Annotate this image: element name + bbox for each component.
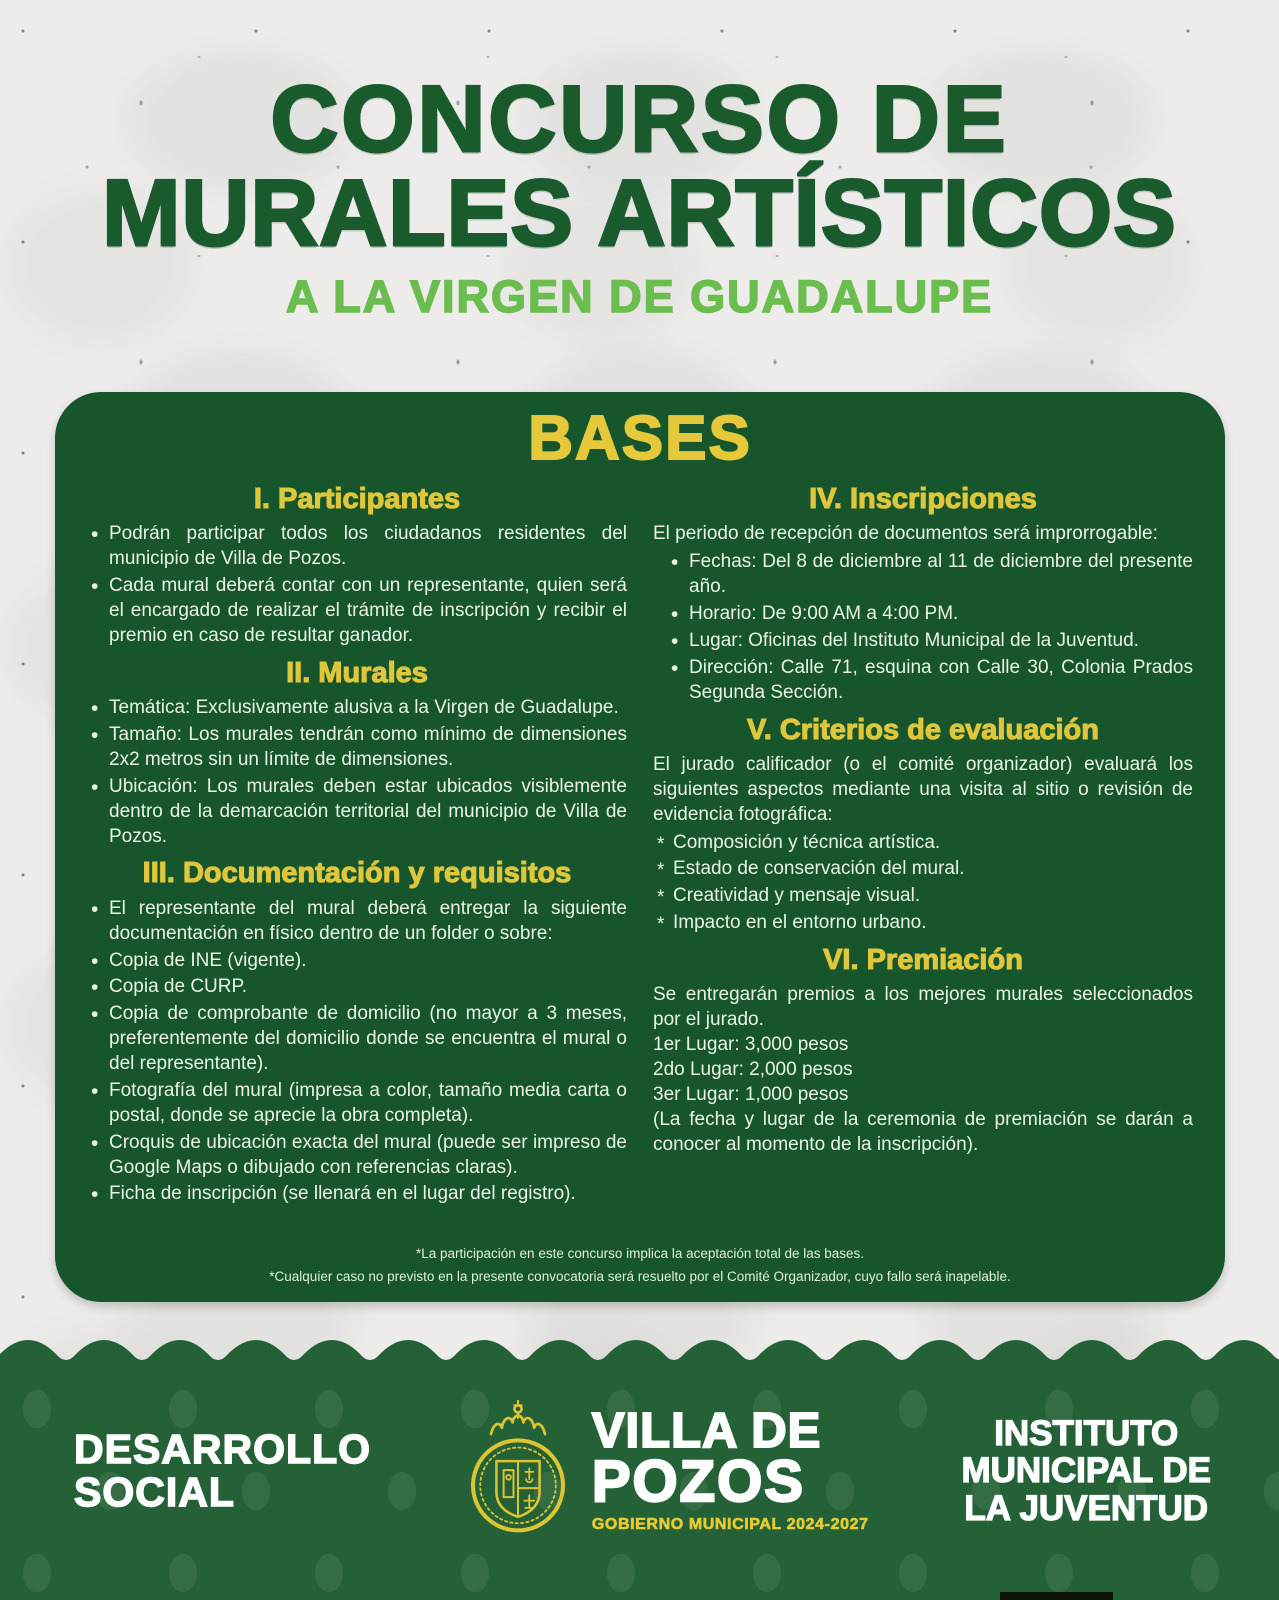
premiacion-line: (La fecha y lugar de la ceremonia de premiación se darán a conocer al momento de la inscripción). [653, 1108, 1193, 1155]
section-heading-participantes: I. Participantes [253, 483, 461, 516]
list-item: • Copia de CURP. [87, 975, 627, 1000]
bases-columns [79, 475, 1201, 1209]
footer-content [0, 1368, 1279, 1600]
villa-de-pozos-crest-icon [464, 1396, 572, 1546]
footnote: *La participación en este concurso implica la aceptación total de las bases. [415, 1246, 864, 1262]
section-heading-documentacion: III. Documentación y requisitos [142, 857, 572, 890]
left-column [87, 475, 627, 1209]
poster-title-line1: CONCURSO DE [270, 66, 1009, 171]
footer-right-line2: MUNICIPAL DE [961, 1451, 1211, 1491]
footer-left-line2: SOCIAL [74, 1469, 235, 1515]
list-item: * Composición y técnica artística. [653, 831, 1193, 856]
poster-title-line2: MURALES ARTÍSTICOS [102, 160, 1177, 265]
list-item: • Copia de INE (vigente). [87, 949, 627, 974]
footer-wave [0, 1338, 1279, 1368]
footer-right-line1: INSTITUTO [994, 1413, 1179, 1453]
list-item: • Dirección: Calle 71, esquina con Calle 30, Colonia Prados Segunda Sección. [667, 656, 1193, 706]
section-heading-premiacion: VI. Premiación [823, 944, 1023, 977]
footer-left-line1: DESARROLLO [74, 1425, 371, 1472]
list-item: • Tamaño: Los murales tendrán como mínimo de dimensiones 2x2 metros sin un límite de dimensiones. [87, 723, 627, 773]
list-item: • El representante del mural deberá entregar la siguiente documentación en físico dentro de un folder o sobre: [87, 897, 627, 947]
bottom-black-bar [1000, 1592, 1113, 1600]
documentacion-list [87, 897, 627, 1208]
premiacion-line: 1er Lugar: 3,000 pesos [653, 1034, 849, 1056]
premiacion-line: Se entregarán premios a los mejores murales seleccionados por el jurado. [653, 984, 1193, 1031]
footer-band [0, 1338, 1279, 1600]
premiacion-line: 2do Lugar: 2,000 pesos [653, 1059, 853, 1080]
list-item: • Croquis de ubicación exacta del mural (puede ser impreso de Google Maps o dibujado con referencias claras). [87, 1131, 627, 1181]
list-item: * Impacto en el entorno urbano. [653, 911, 1193, 936]
poster-header [0, 0, 1279, 322]
section-heading-murales: II. Murales [286, 656, 428, 689]
villa-de-pozos-wordmark [591, 1403, 869, 1535]
logo-line2: POZOS [591, 1449, 805, 1515]
instituto-juventud-label [961, 1415, 1211, 1527]
list-item: • Copia de comprobante de domicilio (no mayor a 3 meses, preferentemente del domicilio donde se encuentra el mural o del representante). [87, 1002, 627, 1077]
right-column [653, 475, 1193, 1209]
section-heading-criterios: V. Criterios de evaluación [747, 713, 1099, 746]
inscripciones-list [653, 550, 1193, 705]
list-item: * Estado de conservación del mural. [653, 857, 1193, 882]
section-heading-inscripciones: IV. Inscripciones [809, 483, 1037, 516]
list-item: • Horario: De 9:00 AM a 4:00 PM. [667, 602, 1193, 627]
participantes-list [87, 522, 627, 648]
list-item: • Fechas: Del 8 de diciembre al 11 de diciembre del presente año. [667, 550, 1193, 600]
list-item: • Cada mural deberá contar con un representante, quien será el encargado de realizar el trámite de inscripción y recibir el premio en caso de resultar ganador. [87, 574, 627, 649]
list-item: • Podrán participar todos los ciudadanos residentes del municipio de Villa de Pozos. [87, 522, 627, 572]
list-item: • Lugar: Oficinas del Instituto Municipal de la Juventud. [667, 629, 1193, 654]
list-item: • Ficha de inscripción (se llenará en el lugar del registro). [87, 1182, 627, 1207]
footnote: *Cualquier caso no previsto en la presente convocatoria será resuelto por el Comité Organizador, cuyo fallo será inapelable. [269, 1268, 1011, 1284]
criterios-list [653, 831, 1193, 937]
desarrollo-social-label [74, 1425, 371, 1515]
footnotes [55, 1243, 1225, 1288]
premiacion-line: 3er Lugar: 1,000 pesos [653, 1083, 849, 1105]
bases-heading: BASES [528, 404, 752, 473]
bases-panel [55, 392, 1225, 1302]
logo-line1: VILLA DE [591, 1403, 822, 1458]
list-item: • Fotografía del mural (impresa a color, tamaño media carta o postal, donde se aprecie la obra completa). [87, 1079, 627, 1129]
inscripciones-intro: El periodo de recepción de documentos será improrrogable: [653, 523, 1158, 545]
criterios-intro: El jurado calificador (o el comité organizador) evaluará los siguientes aspectos mediante una visita al sitio o revisión de evidencia fotográfica: [653, 753, 1193, 825]
footer-right-line3: LA JUVENTUD [964, 1488, 1209, 1528]
villa-de-pozos-logo [464, 1396, 869, 1546]
list-item: * Creatividad y mensaje visual. [653, 884, 1193, 909]
poster-subtitle: A LA VIRGEN DE GUADALUPE [285, 271, 994, 322]
list-item: • Ubicación: Los murales deben estar ubicados visiblemente dentro de la demarcación territorial del municipio de Villa de Pozos. [87, 775, 627, 850]
logo-subtext: GOBIERNO MUNICIPAL 2024-2027 [591, 1516, 869, 1534]
list-item: • Temática: Exclusivamente alusiva a la Virgen de Guadalupe. [87, 696, 627, 721]
murales-list [87, 696, 627, 849]
